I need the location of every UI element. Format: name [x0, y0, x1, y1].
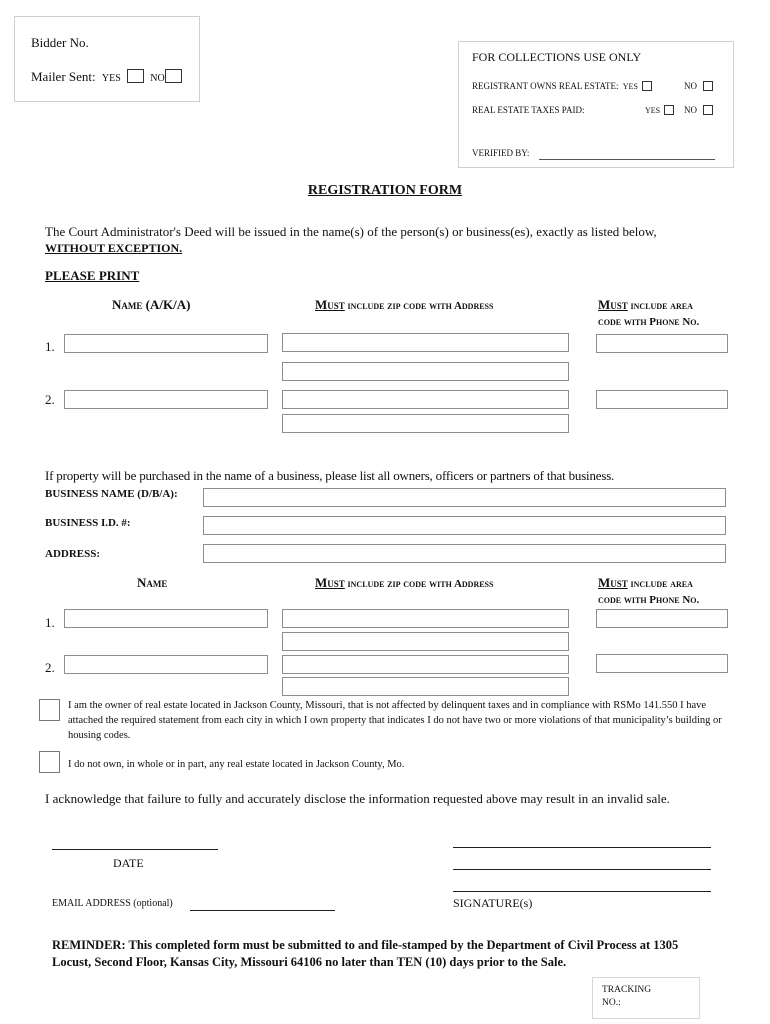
owner-phone-field-1[interactable] — [596, 609, 728, 628]
owner-phone-field-2[interactable] — [596, 654, 728, 673]
signature-line-1 — [453, 847, 711, 848]
email-label: EMAIL ADDRESS (optional) — [52, 898, 173, 909]
signature-label: SIGNATURE(s) — [453, 896, 533, 910]
business-id-field[interactable] — [203, 516, 726, 535]
tracking-box — [592, 977, 700, 1019]
owner-address-field-1a[interactable] — [282, 609, 569, 628]
owner-address-must-text: Must — [315, 575, 345, 590]
owner-phone-header-rest2: code with Phone No. — [598, 594, 700, 606]
mailer-no-checkbox[interactable] — [165, 69, 182, 83]
owner-name-field-1[interactable] — [64, 609, 268, 628]
address-header-rest: include zip code with Address — [347, 300, 494, 312]
mailer-yes-label: YES — [101, 73, 121, 84]
business-name-field[interactable] — [203, 488, 726, 507]
address-column-header — [315, 297, 493, 314]
owns-real-estate-row — [472, 81, 652, 91]
bidder-box — [14, 16, 200, 102]
not-owner-text: I do not own, in whole or in part, any real estate located in Jackson County, Mo. — [68, 759, 405, 770]
business-id-label: BUSINESS I.D. #: — [45, 517, 131, 529]
taxes-paid-label: REAL ESTATE TAXES PAID: — [472, 105, 585, 115]
owner-statement-checkbox[interactable] — [39, 699, 60, 721]
owns-no-label: NO — [684, 81, 697, 91]
form-title: REGISTRATION FORM — [307, 183, 463, 198]
date-label: DATE — [113, 856, 144, 870]
row-1-number: 1. — [45, 339, 55, 354]
owns-yes-label: YES — [622, 82, 638, 91]
mailer-no-label: NO — [150, 73, 165, 84]
business-address-field[interactable] — [203, 544, 726, 563]
acknowledge-text: I acknowledge that failure to fully and accurately disclose the information requested above may result in an invalid sale. — [45, 791, 670, 806]
taxes-yes-group — [645, 105, 674, 115]
signature-line-2 — [453, 869, 711, 870]
verified-by-line — [539, 159, 715, 160]
collections-title: FOR COLLECTIONS USE ONLY — [472, 50, 642, 64]
mailer-yes-checkbox[interactable] — [127, 69, 144, 83]
owner-address-header-rest: include zip code with Address — [347, 578, 494, 590]
business-intro: If property will be purchased in the name of a business, please list all owners, officers or partners of that business. — [45, 468, 615, 483]
owner-statement-text: I am the owner of real estate located in Jackson County, Missouri, that is not affected by delinquent taxes and in compliance with RSMo 141.550 I have attached the required statement from each city in which I own property that indicates I do not have two or more violations of that municipality’s building or housing codes. — [68, 700, 722, 741]
owner-address-field-2a[interactable] — [282, 655, 569, 674]
taxes-no-group — [684, 105, 713, 115]
reminder-text: REMINDER: This completed form must be submitted to and file-stamped by the Department of Civil Process at 1305 Locust, Second Floor, Kansas City, Missouri 64106 no later than TEN (10) days prior to the Sale. — [52, 938, 679, 969]
owner-row-2-number: 2. — [45, 660, 55, 675]
collections-box — [458, 41, 734, 168]
taxes-no-checkbox[interactable] — [703, 105, 713, 115]
mailer-sent-label: Mailer Sent: — [31, 69, 96, 84]
owner-name-column-header: Name — [137, 575, 168, 590]
owns-yes-checkbox[interactable] — [642, 81, 652, 91]
address-field-1a[interactable] — [282, 333, 569, 352]
row-2-number: 2. — [45, 392, 55, 407]
owner-address-field-1b[interactable] — [282, 632, 569, 651]
phone-header-rest1: include area — [630, 300, 693, 312]
owner-name-field-2[interactable] — [64, 655, 268, 674]
date-line — [52, 849, 218, 850]
address-field-2b[interactable] — [282, 414, 569, 433]
tracking-label-1: TRACKING — [602, 985, 652, 995]
owns-no-group — [684, 81, 713, 91]
phone-header-rest2: code with Phone No. — [598, 316, 700, 328]
name-column-header: Name (A/K/A) — [112, 297, 191, 312]
verified-by-label: VERIFIED BY: — [472, 148, 530, 158]
name-field-2[interactable] — [64, 390, 268, 409]
owns-real-estate-label: REGISTRANT OWNS REAL ESTATE: — [472, 81, 619, 91]
intro-emphasis: WITHOUT EXCEPTION. — [45, 241, 183, 255]
business-name-label: BUSINESS NAME (D/B/A): — [45, 488, 178, 500]
owner-phone-must-text: Must — [598, 575, 628, 590]
phone-field-1[interactable] — [596, 334, 728, 353]
taxes-yes-label: YES — [645, 106, 661, 115]
address-must-text: Must — [315, 297, 345, 312]
owner-address-field-2b[interactable] — [282, 677, 569, 696]
owns-no-checkbox[interactable] — [703, 81, 713, 91]
mailer-sent-row — [31, 69, 182, 85]
tracking-label-2: NO.: — [602, 998, 621, 1008]
owner-row-1-number: 1. — [45, 615, 55, 630]
address-field-1b[interactable] — [282, 362, 569, 381]
owner-address-column-header — [315, 575, 493, 592]
bidder-number-label: Bidder No. — [31, 35, 89, 50]
phone-field-2[interactable] — [596, 390, 728, 409]
business-address-label: ADDRESS: — [45, 548, 101, 560]
phone-must-text: Must — [598, 297, 628, 312]
taxes-no-label: NO — [684, 105, 697, 115]
signature-line-3 — [453, 891, 711, 892]
taxes-yes-checkbox[interactable] — [664, 105, 674, 115]
not-owner-checkbox[interactable] — [39, 751, 60, 773]
address-field-2a[interactable] — [282, 390, 569, 409]
name-field-1[interactable] — [64, 334, 268, 353]
phone-column-header — [598, 297, 699, 330]
intro-text: The Court Administrator's Deed will be issued in the name(s) of the person(s) or business(es), exactly as listed below, — [45, 224, 657, 239]
owner-phone-header-rest1: include area — [630, 578, 693, 590]
owner-phone-column-header — [598, 575, 699, 608]
please-print-label: PLEASE PRINT — [45, 268, 140, 283]
email-line — [190, 910, 335, 911]
